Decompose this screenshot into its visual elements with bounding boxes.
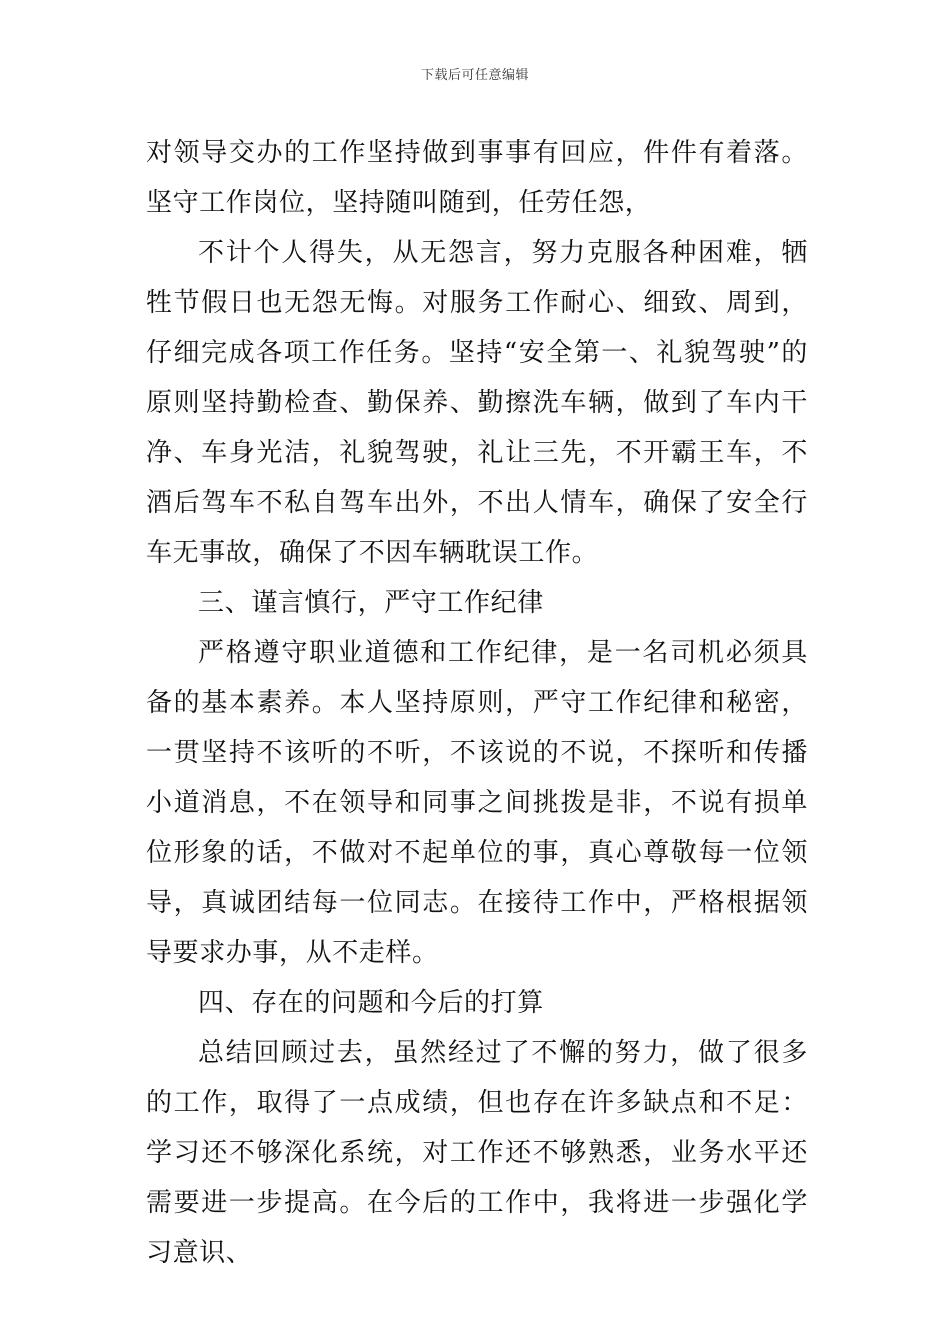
section-heading-problems-plans: 四、存在的问题和今后的打算 xyxy=(198,988,544,1018)
paragraph-problems-plans: 总结回顾过去，虽然经过了不懈的努力，做了很多的工作，取得了一点成绩，但也存在许多缺点和不足：学习还不够深化系统，对工作还不够熟悉，业务水平还需要进一步提高。在今后的工作中，我将进一步强化学习意识、 xyxy=(146,1038,808,1268)
section-heading-discipline: 三、谨言慎行，严守工作纪律 xyxy=(198,588,544,618)
paragraph-continuation: 对领导交办的工作坚持做到事事有回应，件件有着落。坚守工作岗位，坚持随叫随到，任劳任怨， xyxy=(146,138,808,218)
document-body xyxy=(146,128,808,1278)
page-header: 下载后可任意编辑 xyxy=(420,68,529,83)
paragraph-driving-safety: 不计个人得失，从无怨言，努力克服各种困难，牺牲节假日也无怨无悔。对服务工作耐心、细致、周到，仔细完成各项工作任务。坚持“安全第一、礼貌驾驶”的原则坚持勤检查、勤保养、勤擦洗车辆，做到了车内干净、车身光洁，礼貌驾驶，礼让三先，不开霸王车，不酒后驾车不私自驾车出外，不出人情车，确保了安全行车无事故，确保了不因车辆耽误工作。 xyxy=(146,238,808,568)
paragraph-discipline: 严格遵守职业道德和工作纪律，是一名司机必须具备的基本素养。本人坚持原则，严守工作纪律和秘密，一贯坚持不该听的不听，不该说的不说，不探听和传播小道消息，不在领导和同事之间挑拨是非，不说有损单位形象的话，不做对不起单位的事，真心尊敬每一位领导，真诚团结每一位同志。在接待工作中，严格根据领导要求办事，从不走样。 xyxy=(146,638,808,968)
